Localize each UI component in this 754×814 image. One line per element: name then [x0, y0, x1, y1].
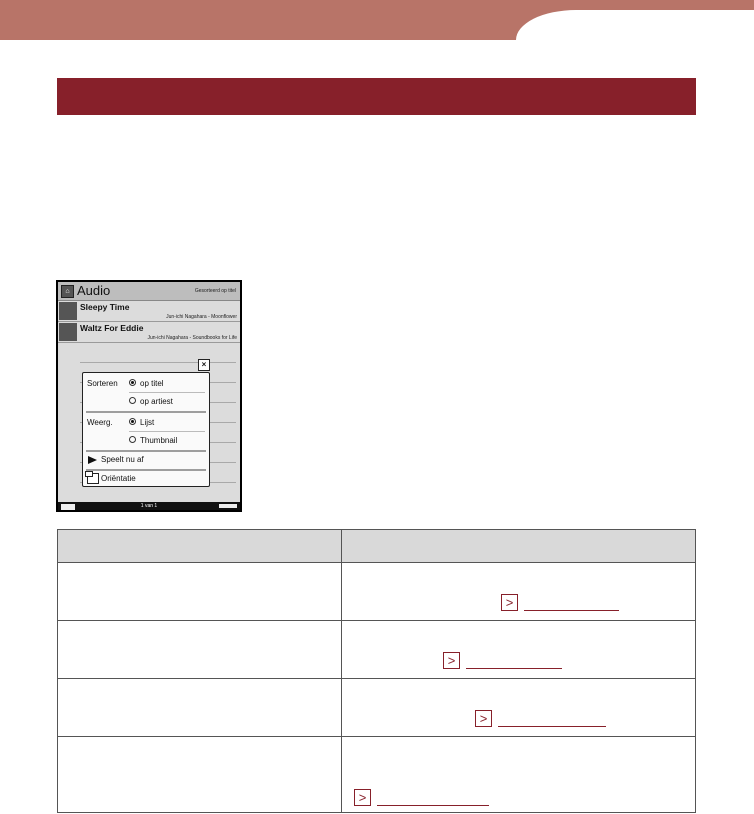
radio-selected-icon	[129, 379, 136, 386]
table-header-cell	[342, 530, 696, 563]
table-cell	[342, 737, 696, 813]
track-title: Waltz For Eddie	[80, 323, 144, 333]
sort-caption: Gesorteerd op titel	[194, 288, 236, 294]
view-option-list[interactable]: Lijst	[129, 418, 154, 427]
list-item[interactable]	[58, 301, 240, 322]
table-cell	[342, 679, 696, 737]
orientation-icon	[87, 473, 99, 484]
orientation-item[interactable]	[83, 470, 209, 488]
table-row	[58, 679, 696, 737]
table-cell	[342, 621, 696, 679]
sort-option-artist[interactable]: op artiest	[129, 397, 173, 406]
reference-link[interactable]	[466, 668, 562, 669]
radio-selected-icon	[129, 418, 136, 425]
options-table	[57, 529, 696, 813]
volume-icon	[219, 504, 237, 508]
view-row	[83, 432, 209, 450]
status-bar	[58, 502, 240, 510]
view-label: Weerg.	[87, 418, 113, 427]
track-meta: Jun-ichi Nagahara - Soundbooks for Life	[147, 335, 237, 341]
close-icon[interactable]: ×	[198, 359, 210, 371]
page-reference-icon[interactable]: >	[501, 594, 518, 611]
orientation-label: Oriëntatie	[101, 474, 136, 483]
page-reference-icon[interactable]: >	[443, 652, 460, 669]
sort-label: Sorteren	[87, 379, 118, 388]
sort-row	[83, 393, 209, 411]
table-row	[58, 563, 696, 621]
screen-header	[58, 282, 240, 301]
table-row	[58, 621, 696, 679]
home-icon[interactable]: ⌂	[61, 285, 74, 298]
sort-row	[83, 375, 209, 393]
page-reference-icon[interactable]: >	[354, 789, 371, 806]
track-meta: Jun-ichi Nagahara - Moonflower	[166, 314, 237, 320]
device-screen	[58, 282, 240, 510]
sort-option-title[interactable]: op titel	[129, 379, 164, 388]
view-row	[83, 414, 209, 432]
now-playing-label: Speelt nu af	[101, 455, 144, 464]
header-tab-cutout	[516, 10, 754, 44]
reference-link[interactable]	[524, 610, 619, 611]
now-playing-item[interactable]	[83, 451, 209, 469]
table-header-row	[58, 530, 696, 563]
table-cell	[342, 563, 696, 621]
table-row	[58, 737, 696, 813]
page-indicator: 1 van 1	[140, 503, 158, 509]
table-cell	[58, 737, 342, 813]
options-menu	[82, 372, 210, 487]
play-icon	[88, 456, 97, 464]
album-art-thumbnail	[59, 323, 77, 341]
table-header-cell	[58, 530, 342, 563]
table-cell	[58, 563, 342, 621]
album-art-thumbnail	[59, 302, 77, 320]
list-divider	[80, 362, 236, 363]
radio-unselected-icon	[129, 436, 136, 443]
device-screenshot	[56, 280, 242, 512]
divider	[86, 411, 206, 413]
section-title-bar	[57, 78, 696, 115]
radio-unselected-icon	[129, 397, 136, 404]
reference-link[interactable]	[498, 726, 606, 727]
page-reference-icon[interactable]: >	[475, 710, 492, 727]
view-option-thumbnail[interactable]: Thumbnail	[129, 436, 177, 445]
table-cell	[58, 679, 342, 737]
table-cell	[58, 621, 342, 679]
app-title: Audio	[77, 283, 111, 298]
track-title: Sleepy Time	[80, 302, 130, 312]
list-item[interactable]	[58, 322, 240, 343]
reference-link[interactable]	[377, 805, 489, 806]
